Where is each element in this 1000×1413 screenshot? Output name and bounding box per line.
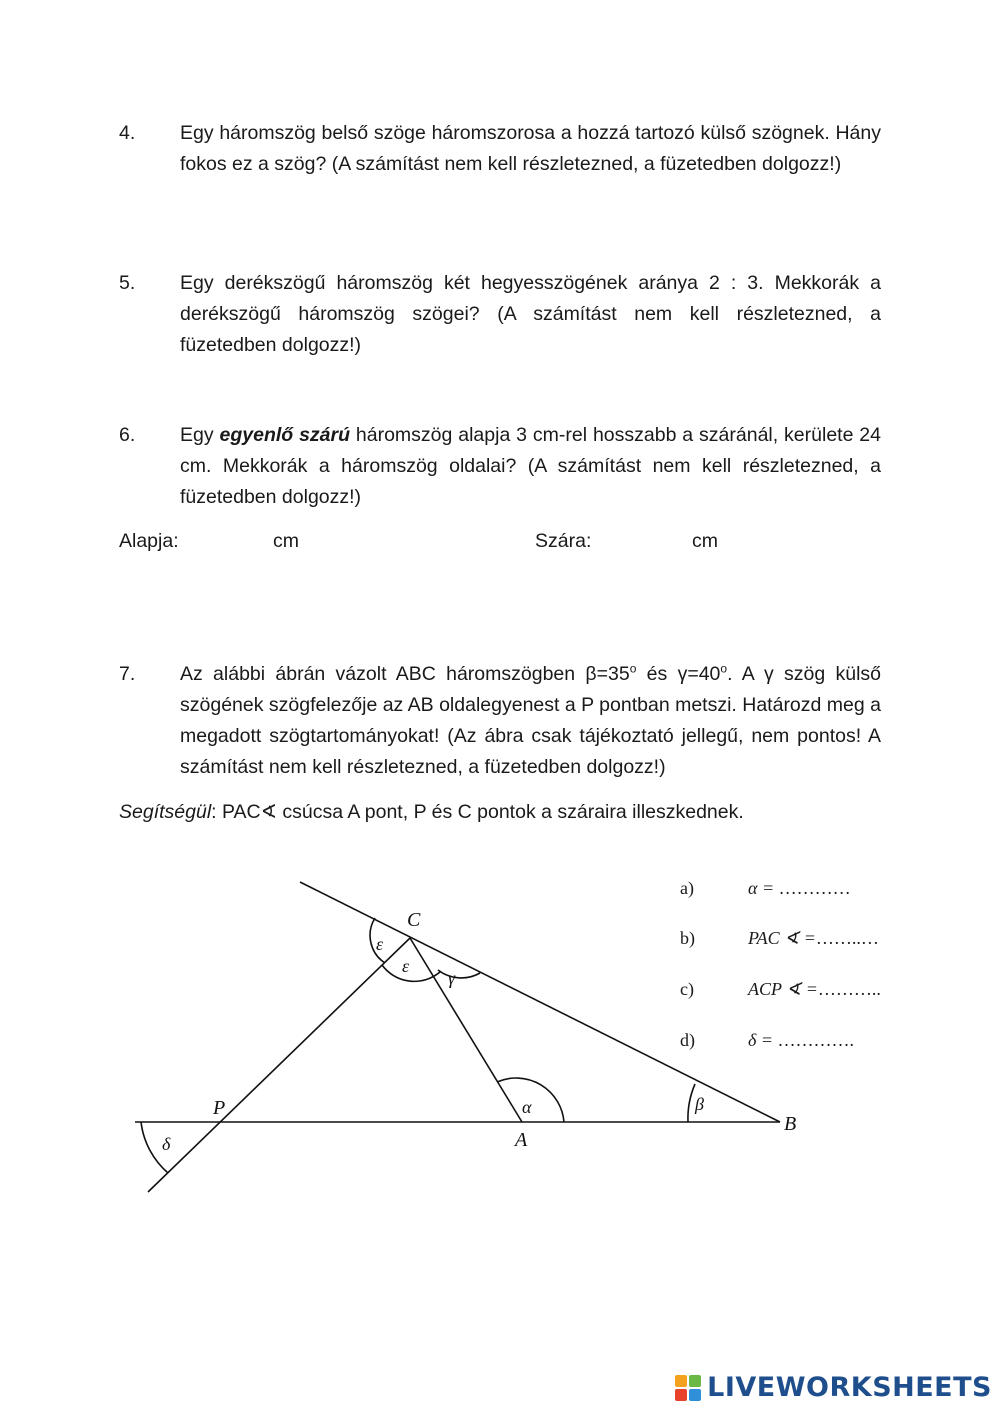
answer-label: b) xyxy=(680,928,695,948)
question-text: Egy háromszög belső szöge háromszorosa a hozzá tartozó külső szögnek. Hány fokos ez a szög? (A számítást nem kell részletezned, a füzetedben dolgozz!) xyxy=(180,122,881,175)
angle-alpha-label: α xyxy=(522,1097,532,1117)
answer-label: a) xyxy=(680,878,694,898)
question-text-part: és γ=40 xyxy=(636,663,721,685)
answer-expr xyxy=(748,878,851,899)
question-number: 4. xyxy=(119,122,136,144)
line-cp xyxy=(148,938,410,1192)
logo-square xyxy=(689,1389,701,1401)
logo-square xyxy=(689,1375,701,1387)
point-b-label: B xyxy=(784,1113,797,1135)
answer-expr-text: δ = xyxy=(748,1030,778,1050)
line-cb xyxy=(300,882,780,1122)
answer-expr xyxy=(748,928,879,949)
degree-sup: o xyxy=(629,661,637,676)
answer-blank[interactable]: ………… xyxy=(778,878,851,898)
answer-blank[interactable]: ……….. xyxy=(817,979,881,999)
question-text-part: háromszög alapja 3 cm-rel hosszabb a száránál, kerülete 24 cm. Mekkorák a háromszög oldalai? (A számítást nem kell részletezned, a füzetedben dolgozz!) xyxy=(180,424,881,508)
answer-expr xyxy=(748,1030,854,1051)
question-5 xyxy=(119,268,881,361)
base-label: Alapja: xyxy=(119,530,179,552)
question-number: 5. xyxy=(119,272,136,294)
question-text-part: Egy xyxy=(180,424,220,446)
leg-unit: cm xyxy=(692,530,718,552)
logo-icon xyxy=(675,1375,701,1401)
liveworksheets-logo xyxy=(675,1372,992,1403)
hint-text: : PAC∢ csúcsa A pont, P és C pontok a száraira illeszkednek. xyxy=(211,801,744,823)
question-text: Egy derékszögű háromszög két hegyesszögének aránya 2 : 3. Mekkorák a derékszögű háromszög szögei? (A számítást nem kell részletezned, a füzetedben dolgozz!) xyxy=(180,272,881,356)
question-4 xyxy=(119,118,881,180)
question-text-part: Az alábbi ábrán vázolt ABC háromszögben β=35 xyxy=(180,663,630,685)
point-c-label: C xyxy=(407,909,421,931)
question-number: 6. xyxy=(119,424,136,446)
question-7 xyxy=(119,659,881,783)
answer-expr-text: PAC ∢ = xyxy=(748,928,816,948)
hint xyxy=(119,797,744,828)
answer-label: c) xyxy=(680,979,694,999)
base-unit: cm xyxy=(273,530,299,552)
question-6 xyxy=(119,420,881,513)
answer-expr xyxy=(748,979,881,1000)
logo-text: LIVEWORKSHEETS xyxy=(707,1372,992,1403)
question-text xyxy=(180,659,881,783)
logo-square xyxy=(675,1375,687,1387)
angle-gamma-label: γ xyxy=(448,968,456,988)
answer-blank[interactable]: …………. xyxy=(777,1030,855,1050)
answer-expr-text: ACP ∢ = xyxy=(748,979,818,999)
angle-delta-label: δ xyxy=(162,1134,171,1154)
logo-square xyxy=(675,1389,687,1401)
answer-label: d) xyxy=(680,1030,695,1050)
answer-blank[interactable]: ……..… xyxy=(815,928,879,948)
question-text xyxy=(180,420,881,513)
emphasis-text: egyenlő szárú xyxy=(219,424,351,446)
angle-beta-label: β xyxy=(695,1094,704,1114)
hint-label: Segítségül xyxy=(119,801,212,823)
question-number: 7. xyxy=(119,663,136,685)
leg-label: Szára: xyxy=(535,530,592,552)
degree-sup: o xyxy=(720,661,728,676)
arc-gamma xyxy=(438,970,480,978)
point-a-label: A xyxy=(515,1129,528,1151)
point-p-label: P xyxy=(213,1097,226,1119)
arc-beta xyxy=(688,1084,695,1122)
angle-epsilon-inner-label: ε xyxy=(402,956,410,976)
angle-epsilon-outer-label: ε xyxy=(376,934,384,954)
question-text-part: . A γ szög külső szögének szögfelezője az AB oldalegyenest a P pontban metszi. Határozd meg a megadott szögtartományokat! (Az ábra csak tájékoztató jellegű, nem pontos! A számítást nem kell részletezned, a füzetedben dolgozz!) xyxy=(180,663,882,778)
answer-expr-text: α = xyxy=(748,878,779,898)
